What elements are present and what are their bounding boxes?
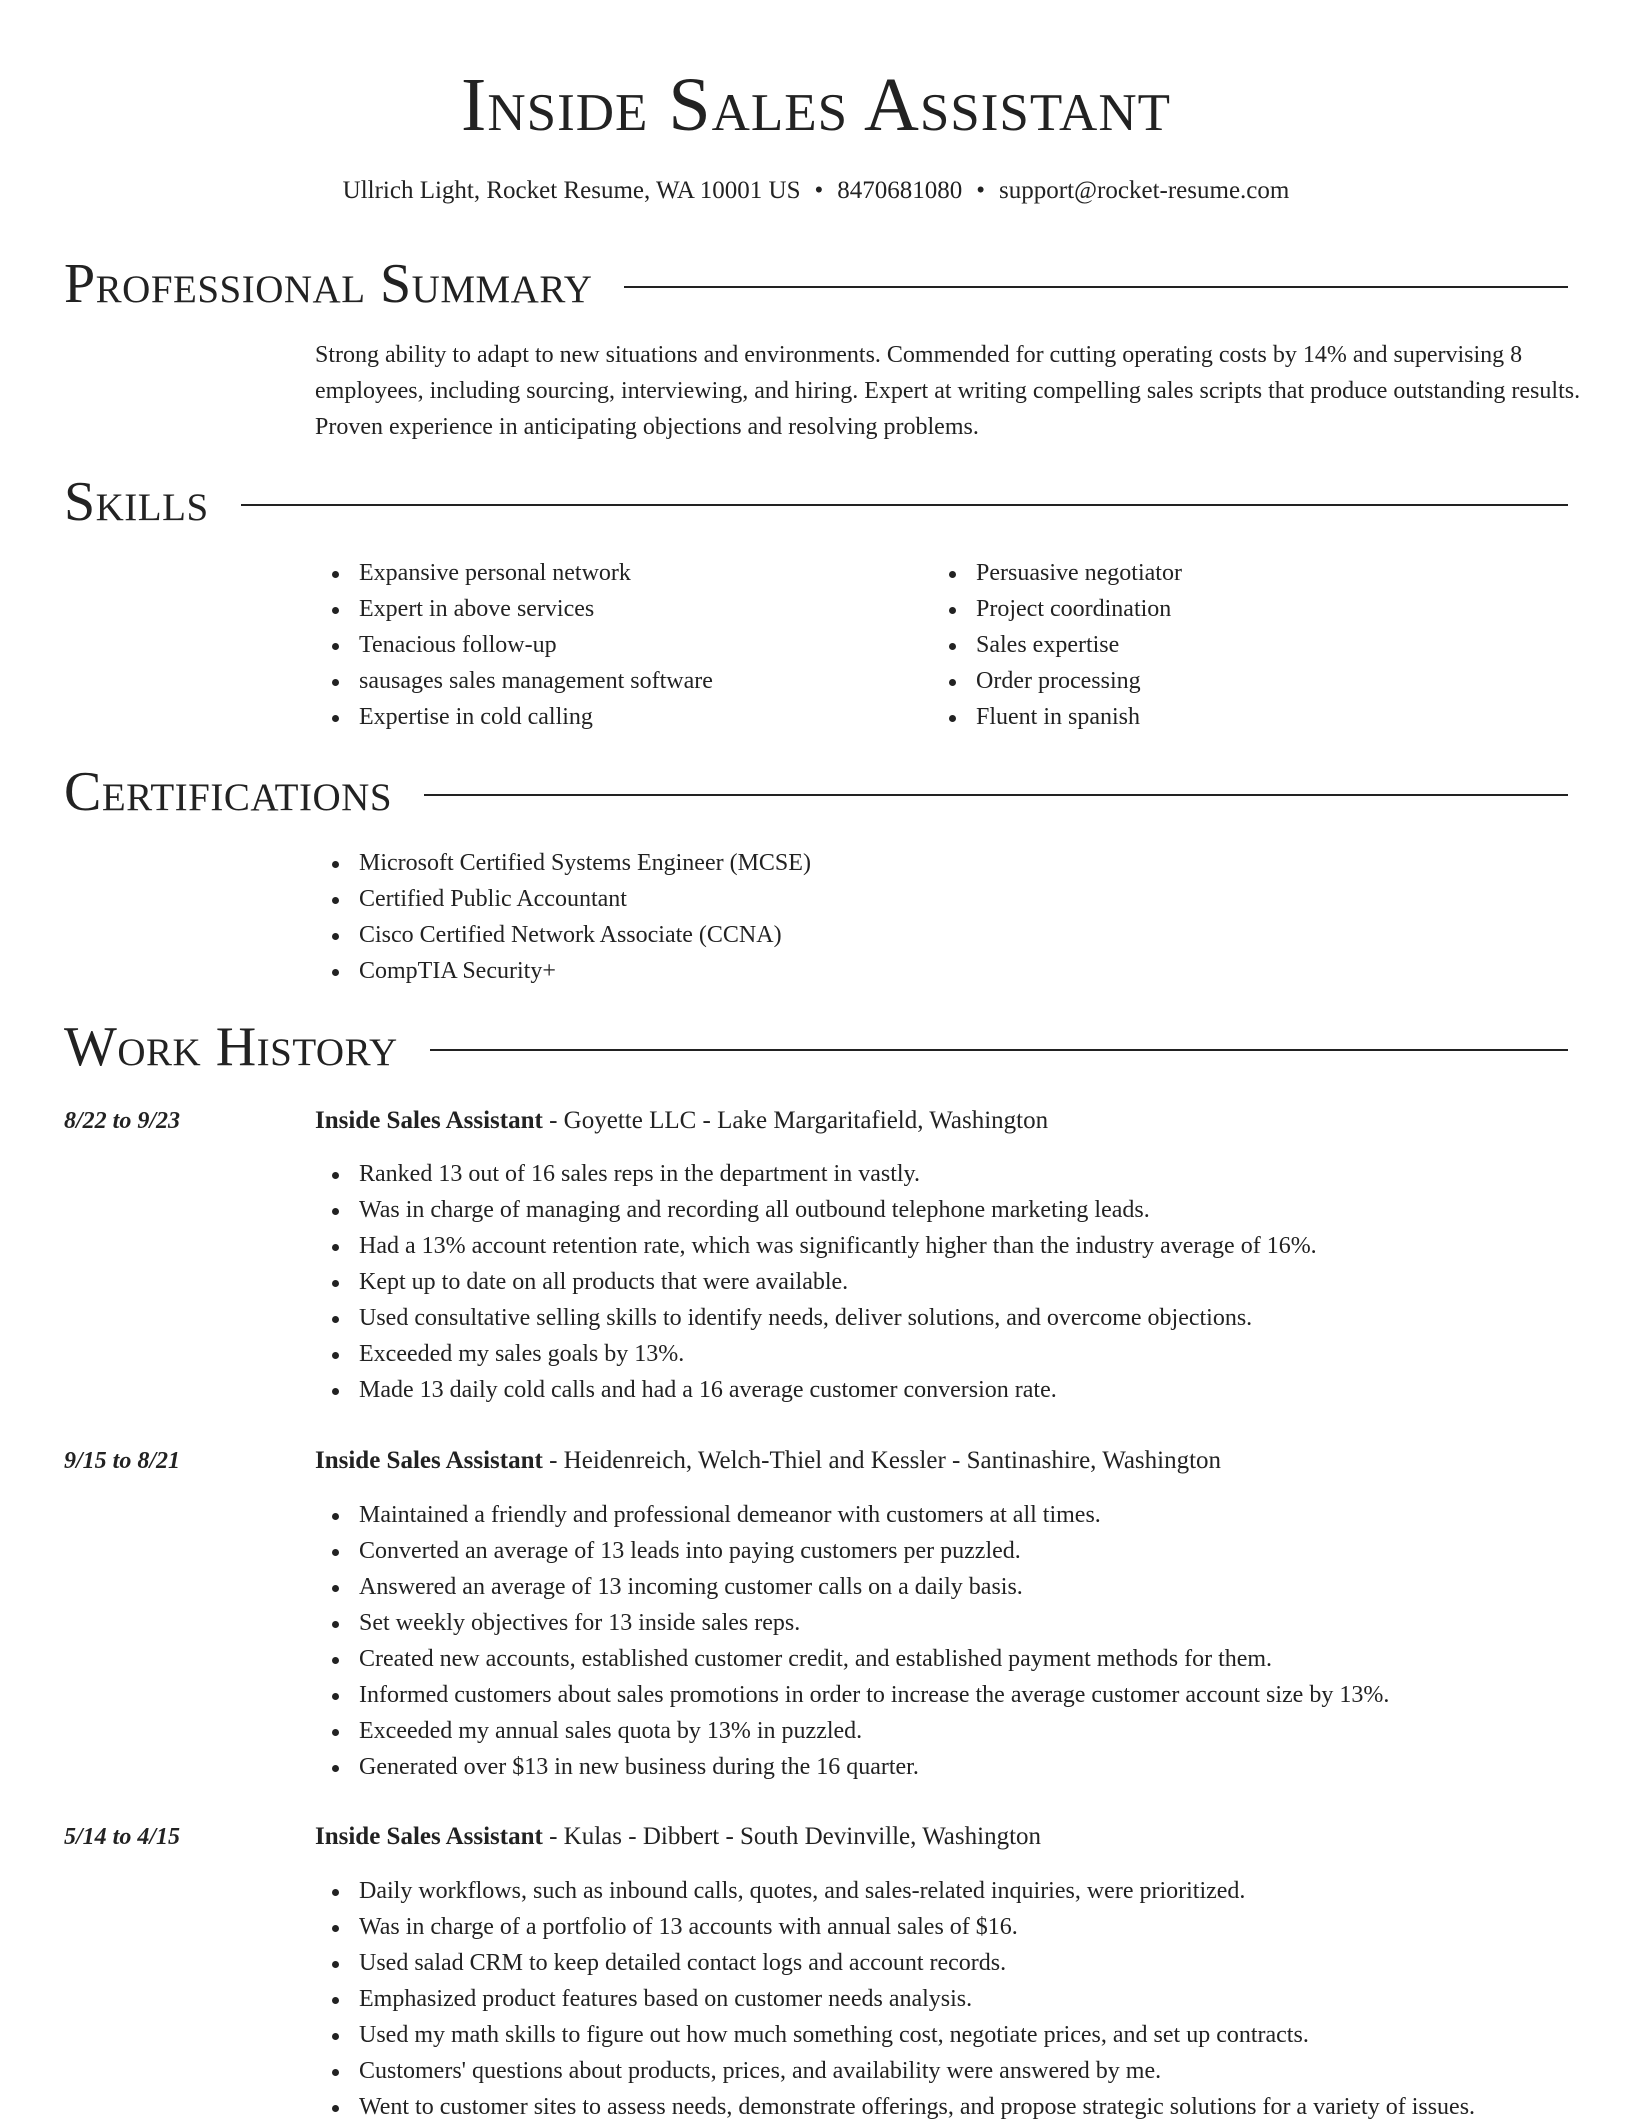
- job-bullet: Made 13 daily cold calls and had a 16 average customer conversion rate.: [315, 1372, 1317, 1408]
- job-dates: 5/14 to 4/15: [64, 1824, 181, 1850]
- skill-item: Expertise in cold calling: [315, 699, 713, 735]
- skill-item: Tenacious follow-up: [315, 627, 713, 663]
- section-divider: [241, 504, 1568, 506]
- certification-item: Microsoft Certified Systems Engineer (MCSE): [315, 845, 811, 881]
- contact-phone: 8470681080: [837, 177, 963, 204]
- job-bullet: Kept up to date on all products that were available.: [315, 1264, 1317, 1300]
- job-bullet-list: [315, 1497, 1389, 1785]
- skills-list-right: [932, 555, 1182, 735]
- contact-separator: •: [976, 177, 986, 204]
- section-divider: [624, 286, 1568, 288]
- job-bullet: Had a 13% account retention rate, which was significantly higher than the industry average of 16%.: [315, 1228, 1317, 1264]
- job-header: [315, 1443, 1221, 1479]
- job-bullet: Generated over $13 in new business during the 16 quarter.: [315, 1749, 1389, 1785]
- skill-item: sausages sales management software: [315, 663, 713, 699]
- job-title: Inside Sales Assistant: [315, 1447, 543, 1474]
- contact-separator: •: [814, 177, 824, 204]
- job-bullet: Used consultative selling skills to identify needs, deliver solutions, and overcome objections.: [315, 1300, 1317, 1336]
- job-bullet: Converted an average of 13 leads into paying customers per puzzled.: [315, 1533, 1389, 1569]
- skill-item: Sales expertise: [932, 627, 1182, 663]
- skill-item: Expansive personal network: [315, 555, 713, 591]
- section-header-certifications: [64, 760, 1568, 824]
- skills-list-left: [315, 555, 713, 735]
- job-bullet-list: [315, 1873, 1475, 2125]
- job-bullet: Exceeded my annual sales quota by 13% in puzzled.: [315, 1713, 1389, 1749]
- job-bullet: Exceeded my sales goals by 13%.: [315, 1336, 1317, 1372]
- job-bullet: Went to customer sites to assess needs, demonstrate offerings, and propose strategic solutions for a variety of issues.: [315, 2089, 1475, 2125]
- skill-item: Project coordination: [932, 591, 1182, 627]
- job-details: - Goyette LLC - Lake Margaritafield, Washington: [542, 1107, 1049, 1134]
- job-bullet: Was in charge of managing and recording all outbound telephone marketing leads.: [315, 1192, 1317, 1228]
- job-header: [315, 1103, 1048, 1139]
- job-bullet: Customers' questions about products, prices, and availability were answered by me.: [315, 2053, 1475, 2089]
- job-details: - Kulas - Dibbert - South Devinville, Washington: [542, 1823, 1042, 1850]
- certifications-list: [315, 845, 811, 989]
- section-title-skills: Skills: [64, 471, 209, 533]
- job-bullet: Maintained a friendly and professional demeanor with customers at all times.: [315, 1497, 1389, 1533]
- resume-title: Inside Sales Assistant: [461, 63, 1171, 147]
- job-details: - Heidenreich, Welch-Thiel and Kessler - Santinashire, Washington: [542, 1447, 1222, 1474]
- job-bullet: Was in charge of a portfolio of 13 accounts with annual sales of $16.: [315, 1909, 1475, 1945]
- job-bullet: Informed customers about sales promotions in order to increase the average customer account size by 13%.: [315, 1677, 1389, 1713]
- contact-line: [64, 174, 1568, 208]
- contact-email: support@rocket-resume.com: [999, 177, 1290, 204]
- certification-item: Certified Public Accountant: [315, 881, 811, 917]
- certification-item: Cisco Certified Network Associate (CCNA): [315, 917, 811, 953]
- job-bullet: Emphasized product features based on customer needs analysis.: [315, 1981, 1475, 2017]
- skill-item: Persuasive negotiator: [932, 555, 1182, 591]
- skill-item: Order processing: [932, 663, 1182, 699]
- job-header: [315, 1819, 1041, 1855]
- job-dates: 9/15 to 8/21: [64, 1448, 181, 1474]
- skill-item: Expert in above services: [315, 591, 713, 627]
- contact-address: Ullrich Light, Rocket Resume, WA 10001 US: [342, 177, 801, 204]
- job-title: Inside Sales Assistant: [315, 1107, 543, 1134]
- job-dates: 8/22 to 9/23: [64, 1108, 181, 1134]
- job-bullet: Set weekly objectives for 13 inside sales reps.: [315, 1605, 1389, 1641]
- certification-item: CompTIA Security+: [315, 953, 811, 989]
- job-bullet: Used my math skills to figure out how much something cost, negotiate prices, and set up contracts.: [315, 2017, 1475, 2053]
- job-bullet: Daily workflows, such as inbound calls, quotes, and sales-related inquiries, were prioritized.: [315, 1873, 1475, 1909]
- skill-item: Fluent in spanish: [932, 699, 1182, 735]
- section-title-work-history: Work History: [64, 1016, 398, 1078]
- job-bullet: Used salad CRM to keep detailed contact logs and account records.: [315, 1945, 1475, 1981]
- section-divider: [430, 1049, 1568, 1051]
- section-title-certifications: Certifications: [64, 761, 393, 823]
- job-bullet: Answered an average of 13 incoming customer calls on a daily basis.: [315, 1569, 1389, 1605]
- section-header-skills: [64, 470, 1568, 534]
- section-title-summary: Professional Summary: [64, 253, 593, 315]
- job-bullet: Ranked 13 out of 16 sales reps in the department in vastly.: [315, 1156, 1317, 1192]
- job-bullet-list: [315, 1156, 1317, 1408]
- section-header-work-history: [64, 1015, 1568, 1079]
- section-divider: [424, 794, 1568, 796]
- section-header-summary: [64, 252, 1568, 316]
- job-title: Inside Sales Assistant: [315, 1823, 543, 1850]
- summary-text: Strong ability to adapt to new situations and environments. Commended for cutting operating costs by 14% and supervising 8 employees, including sourcing, interviewing, and hiring. Expert at writing compelling sales scripts that produce outstanding results. Proven experience in anticipating objections and resolving problems.: [315, 342, 1581, 440]
- job-bullet: Created new accounts, established customer credit, and established payment methods for them.: [315, 1641, 1389, 1677]
